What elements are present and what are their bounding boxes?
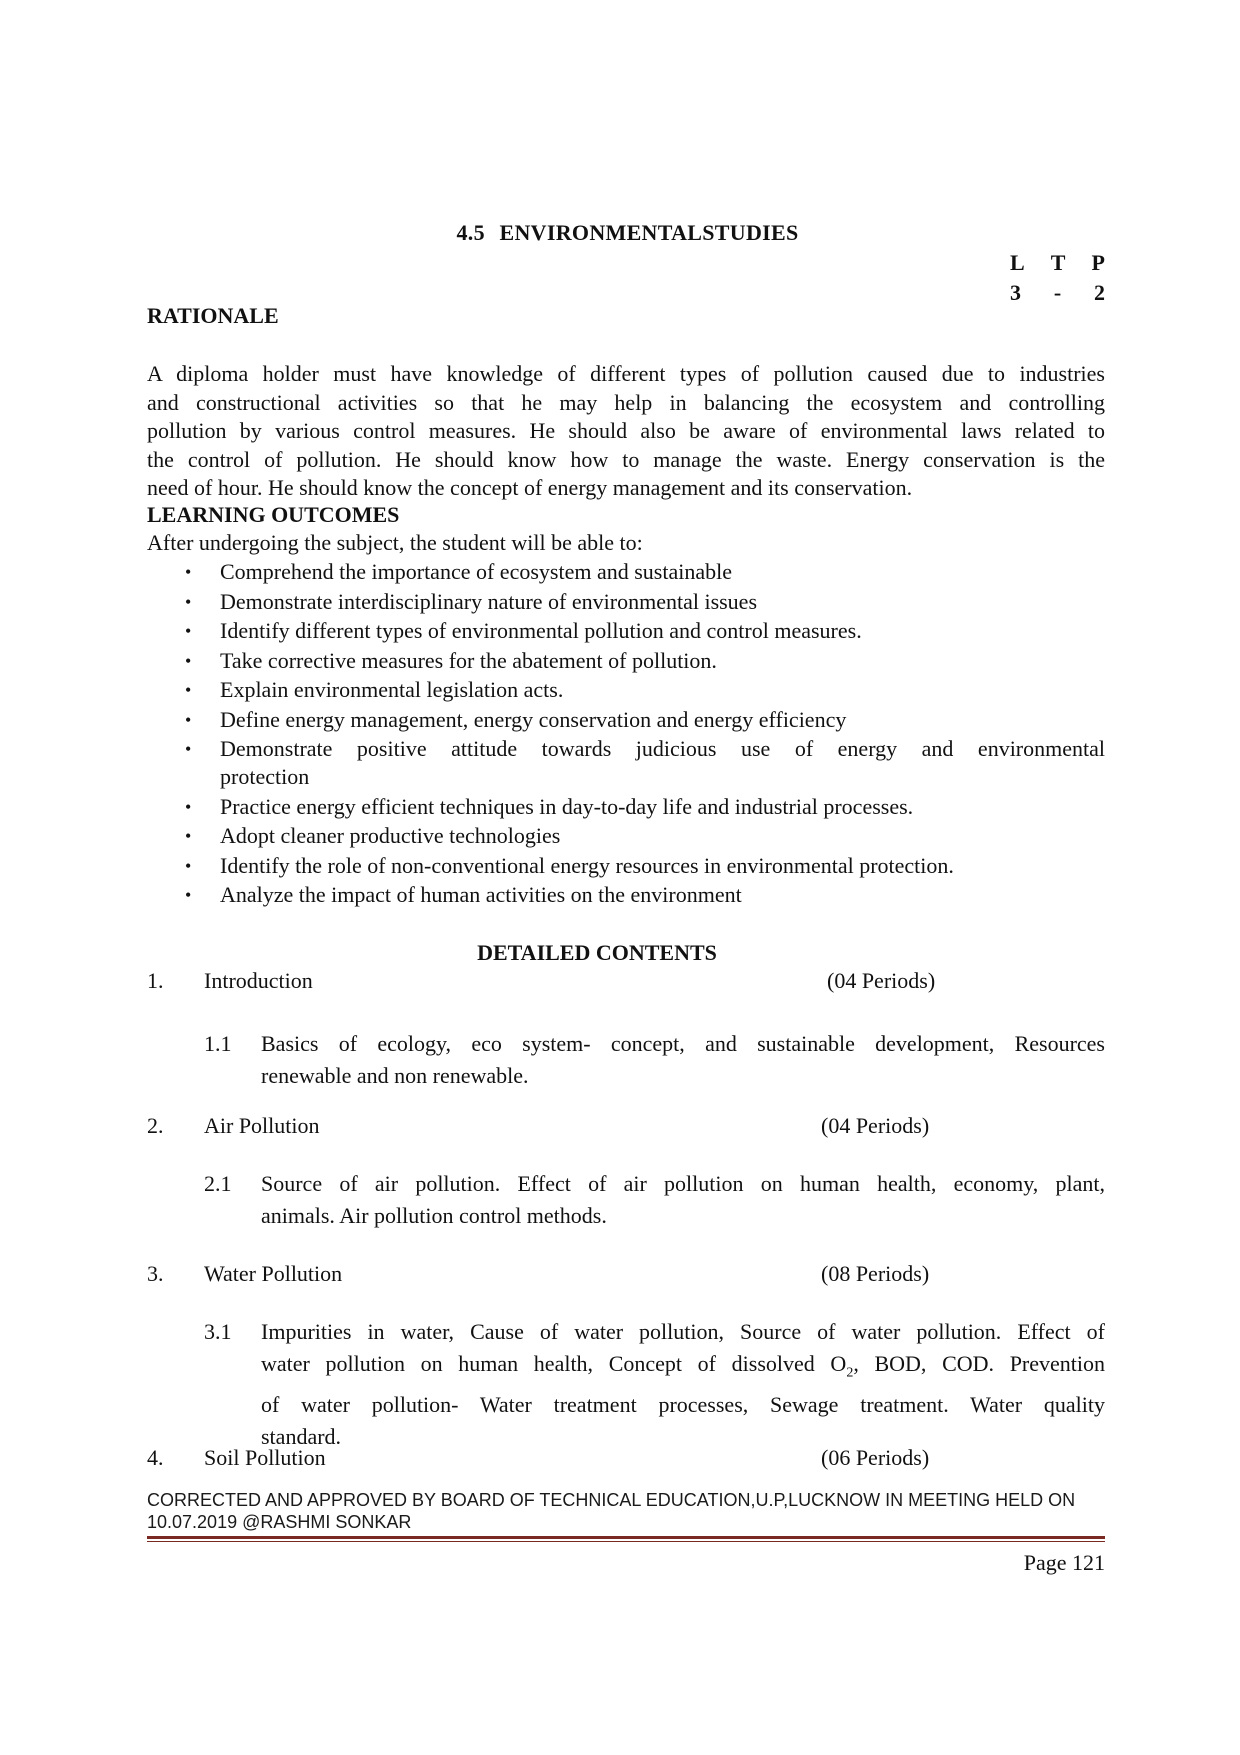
rationale-line: pollution by various control measures. He should also be aware of environmental laws related to <box>147 418 1105 443</box>
subtopic <box>204 1028 1105 1092</box>
ltp-header-l: L <box>1010 250 1025 275</box>
list-item: • Analyze the impact of human activities on the environment <box>185 882 742 907</box>
approval-note-line: CORRECTED AND APPROVED BY BOARD OF TECHNICAL EDUCATION,U.P,LUCKNOW IN MEETING HELD ON <box>147 1490 1076 1510</box>
bullet-icon: • <box>185 739 192 759</box>
ltp-value-row <box>1010 278 1105 308</box>
topic-number: 2. <box>147 1113 164 1138</box>
bullet-icon: • <box>185 885 192 905</box>
list-item: • Demonstrate positive attitude towards judicious use of energy and environmental protection <box>185 736 1105 789</box>
list-item: • Identify different types of environmental pollution and control measures. <box>185 618 862 643</box>
bullet-icon: • <box>185 796 192 817</box>
rationale-heading: RATIONALE <box>147 303 279 328</box>
topic-periods: (04 Periods) <box>821 1113 930 1138</box>
topic-row <box>147 1113 1105 1143</box>
list-item: • Explain environmental legislation acts. <box>185 677 564 702</box>
ltp-header-p: P <box>1091 250 1105 275</box>
topic-name: Water Pollution <box>204 1261 343 1286</box>
topic-periods: (08 Periods) <box>821 1261 930 1286</box>
bullet-icon: • <box>185 621 192 641</box>
detailed-contents-heading: DETAILED CONTENTS <box>477 940 717 965</box>
list-item-continuation: protection <box>220 764 310 789</box>
topic-name: Introduction <box>204 968 313 993</box>
rationale-paragraph <box>147 360 1105 503</box>
topic-periods: (06 Periods) <box>821 1445 930 1470</box>
bullet-icon: • <box>185 650 192 671</box>
topic-number: 4. <box>147 1445 164 1470</box>
topic-number: 3. <box>147 1261 164 1286</box>
ltp-table <box>1010 248 1105 308</box>
bullet-icon: • <box>185 826 192 846</box>
ltp-header-row <box>1010 248 1105 278</box>
subtopic-text: Impurities in water, Cause of water pollution, Source of water pollution. Effect of water pollution on human health, Concept of dissolved $O_2$, BOD, COD. Prevention of water pollution- Water treatment processes, Sewage treatment. Water quality standard. <box>261 1319 1106 1450</box>
ltp-value-t: - <box>1053 280 1062 305</box>
rationale-line: A diploma holder must have knowledge of different types of pollution caused due to industries <box>147 361 1105 386</box>
topic-row <box>147 968 1105 998</box>
topic-periods: (04 Periods) <box>827 968 936 993</box>
list-item: • Define energy management, energy conservation and energy efficiency <box>185 706 847 732</box>
learning-outcomes-heading: LEARNING OUTCOMES <box>147 502 400 527</box>
subtopic-number: 3.1 <box>204 1319 232 1344</box>
ltp-value-l: 3 <box>1010 280 1021 305</box>
list-item: • Practice energy efficient techniques in day-to-day life and industrial processes. <box>185 793 914 819</box>
subtopic-number: 2.1 <box>204 1171 232 1196</box>
list-item: • Comprehend the importance of ecosystem and sustainable <box>185 559 732 584</box>
rationale-line: the control of pollution. He should know how to manage the waste. Energy conservation is the <box>147 446 1105 472</box>
topic-name: Soil Pollution <box>204 1445 326 1470</box>
list-item: • Take corrective measures for the abatement of pollution. <box>185 647 717 673</box>
subtopic-number: 1.1 <box>204 1031 232 1056</box>
topic-row <box>147 1261 1105 1291</box>
rationale-line: need of hour. He should know the concept of energy management and its conservation. <box>147 475 913 500</box>
ltp-value-p: 2 <box>1093 280 1105 305</box>
bullet-icon: • <box>185 709 192 730</box>
bullet-icon: • <box>185 855 192 876</box>
approval-note <box>147 1489 1105 1533</box>
subtopic <box>204 1316 1105 1453</box>
subject-number: 4.5 <box>456 220 485 245</box>
subject-title <box>147 220 1105 246</box>
topic-row <box>147 1445 1105 1475</box>
subtopic-text: Basics of ecology, eco system- concept, and sustainable development, Resources renewable and non renewable. <box>261 1031 1105 1088</box>
learning-outcomes-list <box>147 558 1105 911</box>
list-item: • Demonstrate interdisciplinary nature of environmental issues <box>185 588 758 614</box>
learning-outcomes-intro: After undergoing the subject, the student will be able to: <box>147 530 643 555</box>
bullet-icon: • <box>185 680 192 700</box>
list-item: • Adopt cleaner productive technologies <box>185 823 561 848</box>
footer-divider <box>147 1536 1105 1542</box>
document-page <box>147 0 1105 1755</box>
subject-name: ENVIRONMENTALSTUDIES <box>499 220 799 245</box>
subscript-2: 2 <box>846 1365 854 1381</box>
subtopic <box>204 1168 1105 1232</box>
subtopic-text: Source of air pollution. Effect of air pollution on human health, economy, plant, animals. Air pollution control methods. <box>261 1171 1105 1228</box>
bullet-icon: • <box>185 591 192 612</box>
bullet-icon: • <box>185 562 192 582</box>
topic-number: 1. <box>147 968 164 993</box>
ltp-header-t: T <box>1050 250 1066 275</box>
topic-name: Air Pollution <box>204 1113 320 1138</box>
rationale-line: and constructional activities so that he may help in balancing the ecosystem and controlling <box>147 389 1105 415</box>
page-number: Page 121 <box>1023 1550 1105 1575</box>
approval-note-line: 10.07.2019 @RASHMI SONKAR <box>147 1512 412 1532</box>
list-item: • Identify the role of non-conventional energy resources in environmental protection. <box>185 852 954 878</box>
